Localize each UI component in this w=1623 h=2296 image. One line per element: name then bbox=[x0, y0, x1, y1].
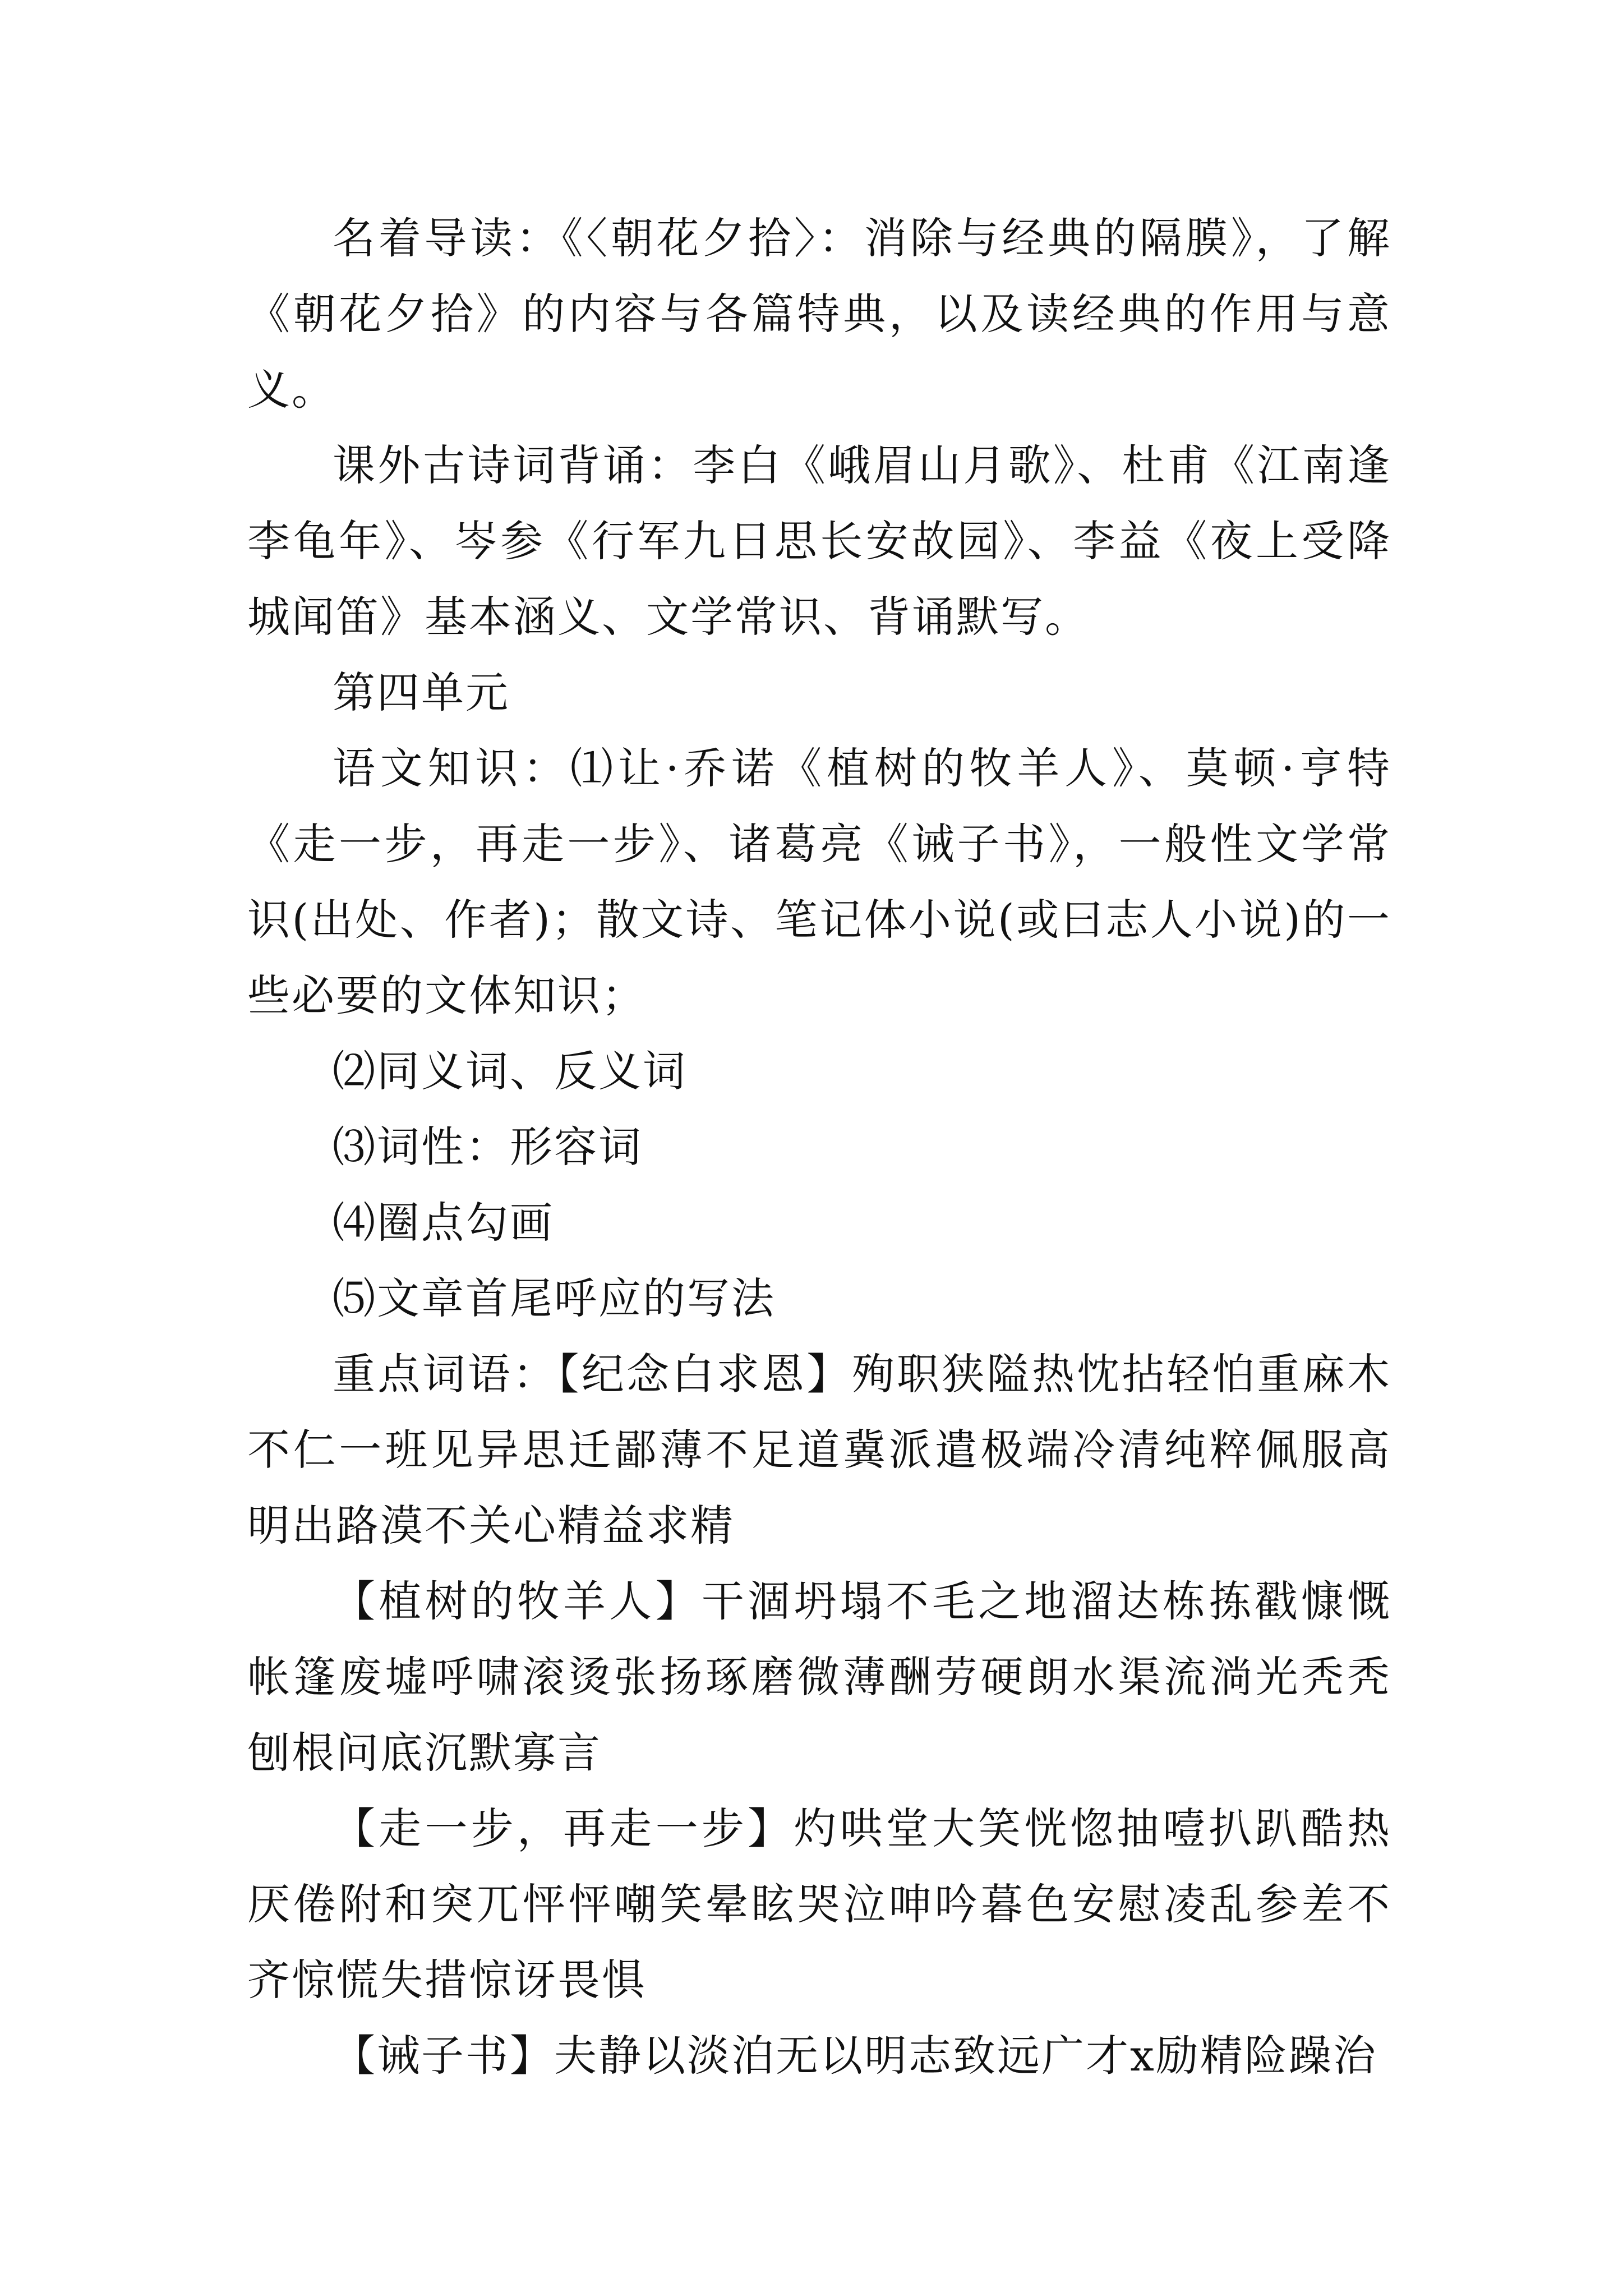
paragraph-key-words-shepherd: 【植树的牧羊人】干涸坍塌不毛之地溜达栋拣戳慷慨帐篷废墟呼啸滚烫张扬琢磨微薄酬劳硬朗水渠流淌光秃秃刨根问底沉默寡言 bbox=[247, 1576, 1391, 1778]
paragraph-key-words-admonition: 【诫子书】夫静以淡泊无以明志致远广才x励精险躁治 bbox=[333, 2031, 1377, 2081]
paragraph-classical-poems: 课外古诗词背诵：李白《峨眉山月歌》、杜甫《江南逢李龟年》、岑参《行军九日思长安故园》、李益《夜上受降城闻笛》基本涵义、文学常识、背诵默写。 bbox=[247, 440, 1391, 642]
list-item-annotation: ⑷圈点勾画 bbox=[333, 1198, 554, 1248]
document-body bbox=[247, 200, 1391, 2093]
paragraph-key-words-one-step: 【走一步，再走一步】灼哄堂大笑恍惚抽噎扒趴酷热厌倦附和突兀怦怦嘲笑晕眩哭泣呻吟暮色安慰凌乱参差不齐惊慌失措惊讶畏惧 bbox=[247, 1803, 1391, 2005]
paragraph-reading-guide: 名着导读：《〈朝花夕拾〉：消除与经典的隔膜》，了解《朝花夕拾》的内容与各篇特典，以及读经典的作用与意义。 bbox=[247, 213, 1391, 415]
paragraph-language-knowledge: 语文知识：⑴让·乔诺《植树的牧羊人》、莫顿·亨特《走一步，再走一步》、诸葛亮《诫子书》，一般性文学常识(出处、作者)；散文诗、笔记体小说(或曰志人小说)的一些必要的文体知识； bbox=[247, 743, 1391, 1020]
list-item-writing-technique: ⑸文章首尾呼应的写法 bbox=[333, 1273, 776, 1323]
list-item-synonyms: ⑵同义词、反义词 bbox=[333, 1046, 687, 1096]
list-item-part-of-speech: ⑶词性：形容词 bbox=[333, 1122, 643, 1172]
unit-heading: 第四单元 bbox=[333, 668, 510, 717]
paragraph-key-words-bethune: 重点词语：【纪念白求恩】殉职狭隘热忱拈轻怕重麻木不仁一班见异思迁鄙薄不足道冀派遣极端冷清纯粹佩服高明出路漠不关心精益求精 bbox=[247, 1349, 1391, 1550]
